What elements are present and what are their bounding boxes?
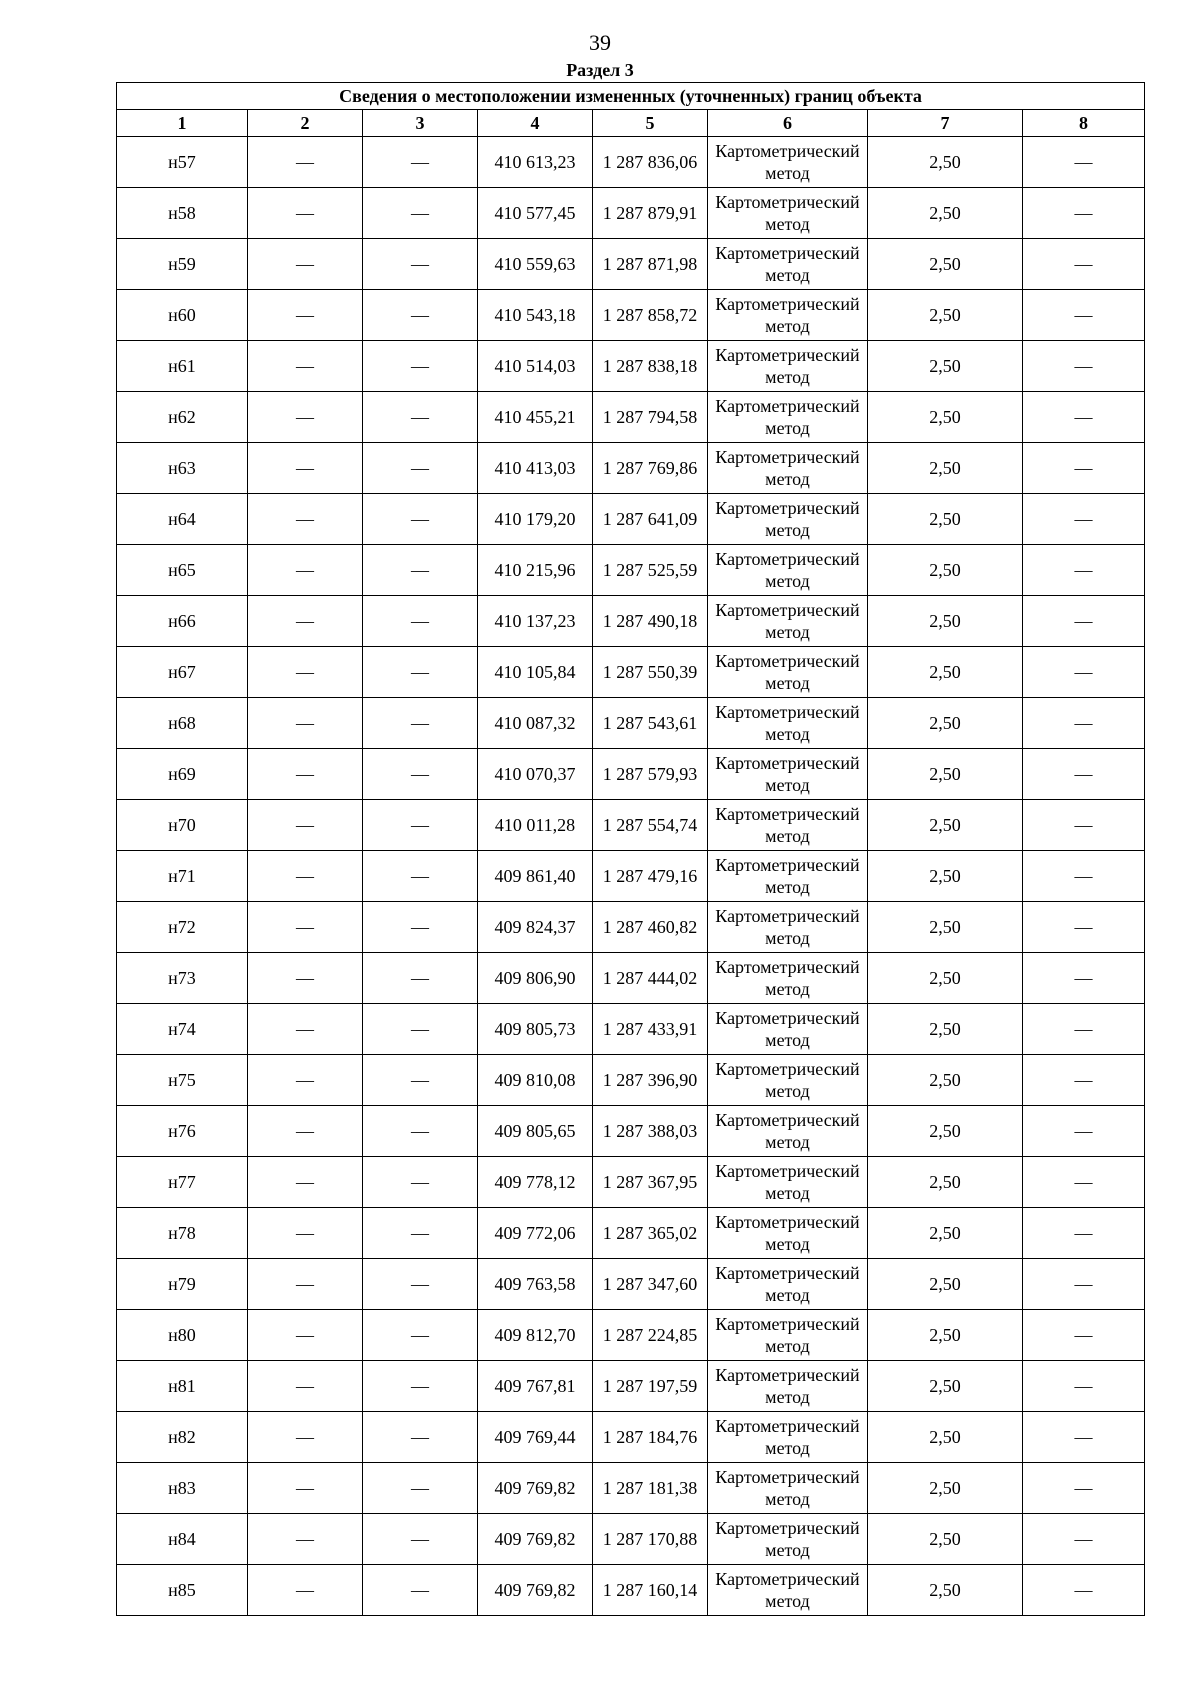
coord-y: 1 287 554,74 [593, 800, 708, 851]
point-number: н72 [117, 902, 248, 953]
precision: 2,50 [868, 1157, 1023, 1208]
table-row [117, 1208, 1145, 1259]
precision: 2,50 [868, 239, 1023, 290]
cell-col2: — [248, 443, 363, 494]
method: Картометрическийметод [708, 239, 868, 290]
precision: 2,50 [868, 341, 1023, 392]
method: Картометрическийметод [708, 443, 868, 494]
coord-x: 410 070,37 [478, 749, 593, 800]
cell-col3: — [363, 902, 478, 953]
cell-col2: — [248, 596, 363, 647]
cell-col8: — [1023, 1310, 1145, 1361]
coord-x: 410 455,21 [478, 392, 593, 443]
coord-x: 409 769,44 [478, 1412, 593, 1463]
cell-col3: — [363, 1004, 478, 1055]
cell-col3: — [363, 1310, 478, 1361]
cell-col8: — [1023, 1565, 1145, 1616]
cell-col8: — [1023, 1412, 1145, 1463]
cell-col2: — [248, 1004, 363, 1055]
point-number: н65 [117, 545, 248, 596]
precision: 2,50 [868, 1310, 1023, 1361]
precision: 2,50 [868, 1004, 1023, 1055]
method: Картометрическийметод [708, 290, 868, 341]
cell-col8: — [1023, 1361, 1145, 1412]
method: Картометрическийметод [708, 494, 868, 545]
cell-col2: — [248, 1208, 363, 1259]
precision: 2,50 [868, 137, 1023, 188]
method: Картометрическийметод [708, 698, 868, 749]
precision: 2,50 [868, 1463, 1023, 1514]
cell-col3: — [363, 392, 478, 443]
precision: 2,50 [868, 647, 1023, 698]
point-number: н63 [117, 443, 248, 494]
cell-col8: — [1023, 1259, 1145, 1310]
cell-col2: — [248, 1259, 363, 1310]
method: Картометрическийметод [708, 137, 868, 188]
coord-x: 410 413,03 [478, 443, 593, 494]
cell-col3: — [363, 647, 478, 698]
coord-x: 410 215,96 [478, 545, 593, 596]
cell-col8: — [1023, 698, 1145, 749]
point-number: н81 [117, 1361, 248, 1412]
coord-x: 410 543,18 [478, 290, 593, 341]
table-row [117, 1412, 1145, 1463]
cell-col3: — [363, 1259, 478, 1310]
cell-col2: — [248, 341, 363, 392]
point-number: н78 [117, 1208, 248, 1259]
cell-col8: — [1023, 341, 1145, 392]
precision: 2,50 [868, 698, 1023, 749]
coord-y: 1 287 490,18 [593, 596, 708, 647]
column-header-3: 3 [363, 110, 478, 137]
method: Картометрическийметод [708, 1208, 868, 1259]
method: Картометрическийметод [708, 596, 868, 647]
method: Картометрическийметод [708, 1157, 868, 1208]
coord-y: 1 287 769,86 [593, 443, 708, 494]
coord-y: 1 287 184,76 [593, 1412, 708, 1463]
method: Картометрическийметод [708, 851, 868, 902]
cell-col8: — [1023, 1004, 1145, 1055]
cell-col8: — [1023, 545, 1145, 596]
cell-col8: — [1023, 596, 1145, 647]
point-number: н66 [117, 596, 248, 647]
cell-col3: — [363, 1412, 478, 1463]
point-number: н74 [117, 1004, 248, 1055]
cell-col2: — [248, 902, 363, 953]
column-header-5: 5 [593, 110, 708, 137]
cell-col3: — [363, 1361, 478, 1412]
precision: 2,50 [868, 1361, 1023, 1412]
coord-x: 409 763,58 [478, 1259, 593, 1310]
precision: 2,50 [868, 749, 1023, 800]
coord-x: 409 824,37 [478, 902, 593, 953]
point-number: н83 [117, 1463, 248, 1514]
coord-y: 1 287 181,38 [593, 1463, 708, 1514]
cell-col3: — [363, 1565, 478, 1616]
method: Картометрическийметод [708, 1565, 868, 1616]
point-number: н79 [117, 1259, 248, 1310]
boundary-points-table [116, 82, 1145, 1616]
method: Картометрическийметод [708, 1259, 868, 1310]
cell-col2: — [248, 1565, 363, 1616]
cell-col2: — [248, 1361, 363, 1412]
cell-col3: — [363, 749, 478, 800]
method: Картометрическийметод [708, 1412, 868, 1463]
cell-col8: — [1023, 137, 1145, 188]
coord-y: 1 287 641,09 [593, 494, 708, 545]
coord-y: 1 287 170,88 [593, 1514, 708, 1565]
table-row [117, 698, 1145, 749]
point-number: н61 [117, 341, 248, 392]
precision: 2,50 [868, 545, 1023, 596]
point-number: н64 [117, 494, 248, 545]
coord-x: 409 810,08 [478, 1055, 593, 1106]
precision: 2,50 [868, 1514, 1023, 1565]
method: Картометрическийметод [708, 545, 868, 596]
table-row [117, 902, 1145, 953]
cell-col8: — [1023, 290, 1145, 341]
coord-y: 1 287 858,72 [593, 290, 708, 341]
cell-col2: — [248, 1106, 363, 1157]
coord-x: 410 179,20 [478, 494, 593, 545]
precision: 2,50 [868, 290, 1023, 341]
cell-col3: — [363, 1208, 478, 1259]
coord-y: 1 287 479,16 [593, 851, 708, 902]
point-number: н75 [117, 1055, 248, 1106]
table-row [117, 239, 1145, 290]
cell-col2: — [248, 698, 363, 749]
coord-x: 410 105,84 [478, 647, 593, 698]
precision: 2,50 [868, 1259, 1023, 1310]
method: Картометрическийметод [708, 749, 868, 800]
coord-x: 409 772,06 [478, 1208, 593, 1259]
cell-col8: — [1023, 239, 1145, 290]
column-header-4: 4 [478, 110, 593, 137]
cell-col2: — [248, 647, 363, 698]
table-row [117, 290, 1145, 341]
coord-y: 1 287 388,03 [593, 1106, 708, 1157]
table-row [117, 1310, 1145, 1361]
cell-col2: — [248, 392, 363, 443]
table-caption-row [117, 83, 1145, 110]
point-number: н69 [117, 749, 248, 800]
coord-x: 409 769,82 [478, 1463, 593, 1514]
coord-x: 409 805,65 [478, 1106, 593, 1157]
table-body [117, 137, 1145, 1616]
coord-y: 1 287 460,82 [593, 902, 708, 953]
method: Картометрическийметод [708, 800, 868, 851]
table-row [117, 953, 1145, 1004]
coord-y: 1 287 433,91 [593, 1004, 708, 1055]
table-row [117, 1514, 1145, 1565]
method: Картометрическийметод [708, 1463, 868, 1514]
precision: 2,50 [868, 596, 1023, 647]
coord-y: 1 287 224,85 [593, 1310, 708, 1361]
coord-x: 409 767,81 [478, 1361, 593, 1412]
table-row [117, 137, 1145, 188]
coord-y: 1 287 794,58 [593, 392, 708, 443]
coord-x: 409 806,90 [478, 953, 593, 1004]
method: Картометрическийметод [708, 902, 868, 953]
cell-col2: — [248, 953, 363, 1004]
coord-x: 410 577,45 [478, 188, 593, 239]
cell-col3: — [363, 239, 478, 290]
table-row [117, 1004, 1145, 1055]
method: Картометрическийметод [708, 341, 868, 392]
method: Картометрическийметод [708, 1004, 868, 1055]
precision: 2,50 [868, 953, 1023, 1004]
coord-x: 409 769,82 [478, 1565, 593, 1616]
cell-col8: — [1023, 647, 1145, 698]
table-row [117, 494, 1145, 545]
cell-col2: — [248, 1055, 363, 1106]
cell-col8: — [1023, 953, 1145, 1004]
coord-y: 1 287 365,02 [593, 1208, 708, 1259]
cell-col2: — [248, 137, 363, 188]
cell-col8: — [1023, 392, 1145, 443]
coord-y: 1 287 396,90 [593, 1055, 708, 1106]
precision: 2,50 [868, 1412, 1023, 1463]
coord-x: 410 514,03 [478, 341, 593, 392]
precision: 2,50 [868, 443, 1023, 494]
cell-col3: — [363, 545, 478, 596]
table-row [117, 800, 1145, 851]
point-number: н76 [117, 1106, 248, 1157]
method: Картометрическийметод [708, 647, 868, 698]
table-caption: Сведения о местоположении измененных (уточненных) границ объекта [117, 83, 1145, 110]
cell-col3: — [363, 1157, 478, 1208]
cell-col3: — [363, 188, 478, 239]
precision: 2,50 [868, 1208, 1023, 1259]
cell-col3: — [363, 1055, 478, 1106]
point-number: н68 [117, 698, 248, 749]
coord-y: 1 287 197,59 [593, 1361, 708, 1412]
coord-x: 409 812,70 [478, 1310, 593, 1361]
method: Картометрическийметод [708, 1514, 868, 1565]
precision: 2,50 [868, 1565, 1023, 1616]
table-row [117, 443, 1145, 494]
coord-x: 409 778,12 [478, 1157, 593, 1208]
table-row [117, 545, 1145, 596]
precision: 2,50 [868, 851, 1023, 902]
cell-col8: — [1023, 1208, 1145, 1259]
table-row [117, 1106, 1145, 1157]
cell-col3: — [363, 953, 478, 1004]
point-number: н70 [117, 800, 248, 851]
precision: 2,50 [868, 800, 1023, 851]
cell-col2: — [248, 1463, 363, 1514]
table-row [117, 392, 1145, 443]
table-row [117, 1463, 1145, 1514]
point-number: н85 [117, 1565, 248, 1616]
table-header-row [117, 110, 1145, 137]
coord-y: 1 287 444,02 [593, 953, 708, 1004]
point-number: н57 [117, 137, 248, 188]
section-title: Раздел 3 [566, 60, 634, 80]
column-header-2: 2 [248, 110, 363, 137]
cell-col2: — [248, 545, 363, 596]
method: Картометрическийметод [708, 1055, 868, 1106]
coord-y: 1 287 347,60 [593, 1259, 708, 1310]
precision: 2,50 [868, 1106, 1023, 1157]
point-number: н59 [117, 239, 248, 290]
precision: 2,50 [868, 902, 1023, 953]
cell-col2: — [248, 1310, 363, 1361]
coord-x: 409 769,82 [478, 1514, 593, 1565]
point-number: н67 [117, 647, 248, 698]
column-header-8: 8 [1023, 110, 1145, 137]
cell-col8: — [1023, 749, 1145, 800]
cell-col3: — [363, 698, 478, 749]
coord-x: 410 137,23 [478, 596, 593, 647]
table-row [117, 749, 1145, 800]
point-number: н80 [117, 1310, 248, 1361]
coord-y: 1 287 579,93 [593, 749, 708, 800]
cell-col2: — [248, 1157, 363, 1208]
method: Картометрическийметод [708, 188, 868, 239]
table-row [117, 1361, 1145, 1412]
cell-col2: — [248, 188, 363, 239]
point-number: н73 [117, 953, 248, 1004]
cell-col8: — [1023, 800, 1145, 851]
cell-col3: — [363, 851, 478, 902]
cell-col3: — [363, 1463, 478, 1514]
point-number: н82 [117, 1412, 248, 1463]
coord-y: 1 287 550,39 [593, 647, 708, 698]
cell-col3: — [363, 494, 478, 545]
cell-col2: — [248, 494, 363, 545]
point-number: н58 [117, 188, 248, 239]
cell-col2: — [248, 749, 363, 800]
column-header-7: 7 [868, 110, 1023, 137]
cell-col2: — [248, 239, 363, 290]
point-number: н62 [117, 392, 248, 443]
table-row [117, 851, 1145, 902]
table-row [117, 188, 1145, 239]
cell-col3: — [363, 596, 478, 647]
column-header-6: 6 [708, 110, 868, 137]
point-number: н71 [117, 851, 248, 902]
cell-col8: — [1023, 851, 1145, 902]
coord-x: 410 011,28 [478, 800, 593, 851]
method: Картометрическийметод [708, 1106, 868, 1157]
coord-x: 410 559,63 [478, 239, 593, 290]
table-row [117, 596, 1145, 647]
cell-col3: — [363, 137, 478, 188]
table-row [117, 1565, 1145, 1616]
page-number: 39 [589, 30, 611, 55]
cell-col8: — [1023, 1157, 1145, 1208]
cell-col3: — [363, 443, 478, 494]
cell-col2: — [248, 290, 363, 341]
coord-x: 409 861,40 [478, 851, 593, 902]
coord-y: 1 287 879,91 [593, 188, 708, 239]
coord-y: 1 287 543,61 [593, 698, 708, 749]
cell-col8: — [1023, 443, 1145, 494]
cell-col8: — [1023, 494, 1145, 545]
coord-y: 1 287 871,98 [593, 239, 708, 290]
point-number: н84 [117, 1514, 248, 1565]
table-row [117, 341, 1145, 392]
method: Картометрическийметод [708, 392, 868, 443]
coord-x: 410 613,23 [478, 137, 593, 188]
method: Картометрическийметод [708, 1361, 868, 1412]
coord-y: 1 287 367,95 [593, 1157, 708, 1208]
precision: 2,50 [868, 188, 1023, 239]
cell-col8: — [1023, 902, 1145, 953]
coord-x: 409 805,73 [478, 1004, 593, 1055]
method: Картометрическийметод [708, 953, 868, 1004]
cell-col8: — [1023, 1463, 1145, 1514]
coord-y: 1 287 525,59 [593, 545, 708, 596]
cell-col2: — [248, 1412, 363, 1463]
table-row [117, 1055, 1145, 1106]
coord-y: 1 287 836,06 [593, 137, 708, 188]
cell-col3: — [363, 1106, 478, 1157]
cell-col8: — [1023, 188, 1145, 239]
table-row [117, 1259, 1145, 1310]
column-header-1: 1 [117, 110, 248, 137]
precision: 2,50 [868, 494, 1023, 545]
point-number: н77 [117, 1157, 248, 1208]
cell-col8: — [1023, 1514, 1145, 1565]
table-row [117, 1157, 1145, 1208]
table-row [117, 647, 1145, 698]
cell-col3: — [363, 341, 478, 392]
cell-col2: — [248, 1514, 363, 1565]
precision: 2,50 [868, 1055, 1023, 1106]
cell-col3: — [363, 1514, 478, 1565]
cell-col3: — [363, 290, 478, 341]
cell-col8: — [1023, 1106, 1145, 1157]
method: Картометрическийметод [708, 1310, 868, 1361]
precision: 2,50 [868, 392, 1023, 443]
coord-x: 410 087,32 [478, 698, 593, 749]
point-number: н60 [117, 290, 248, 341]
cell-col2: — [248, 800, 363, 851]
cell-col2: — [248, 851, 363, 902]
coord-y: 1 287 838,18 [593, 341, 708, 392]
coord-y: 1 287 160,14 [593, 1565, 708, 1616]
cell-col8: — [1023, 1055, 1145, 1106]
cell-col3: — [363, 800, 478, 851]
